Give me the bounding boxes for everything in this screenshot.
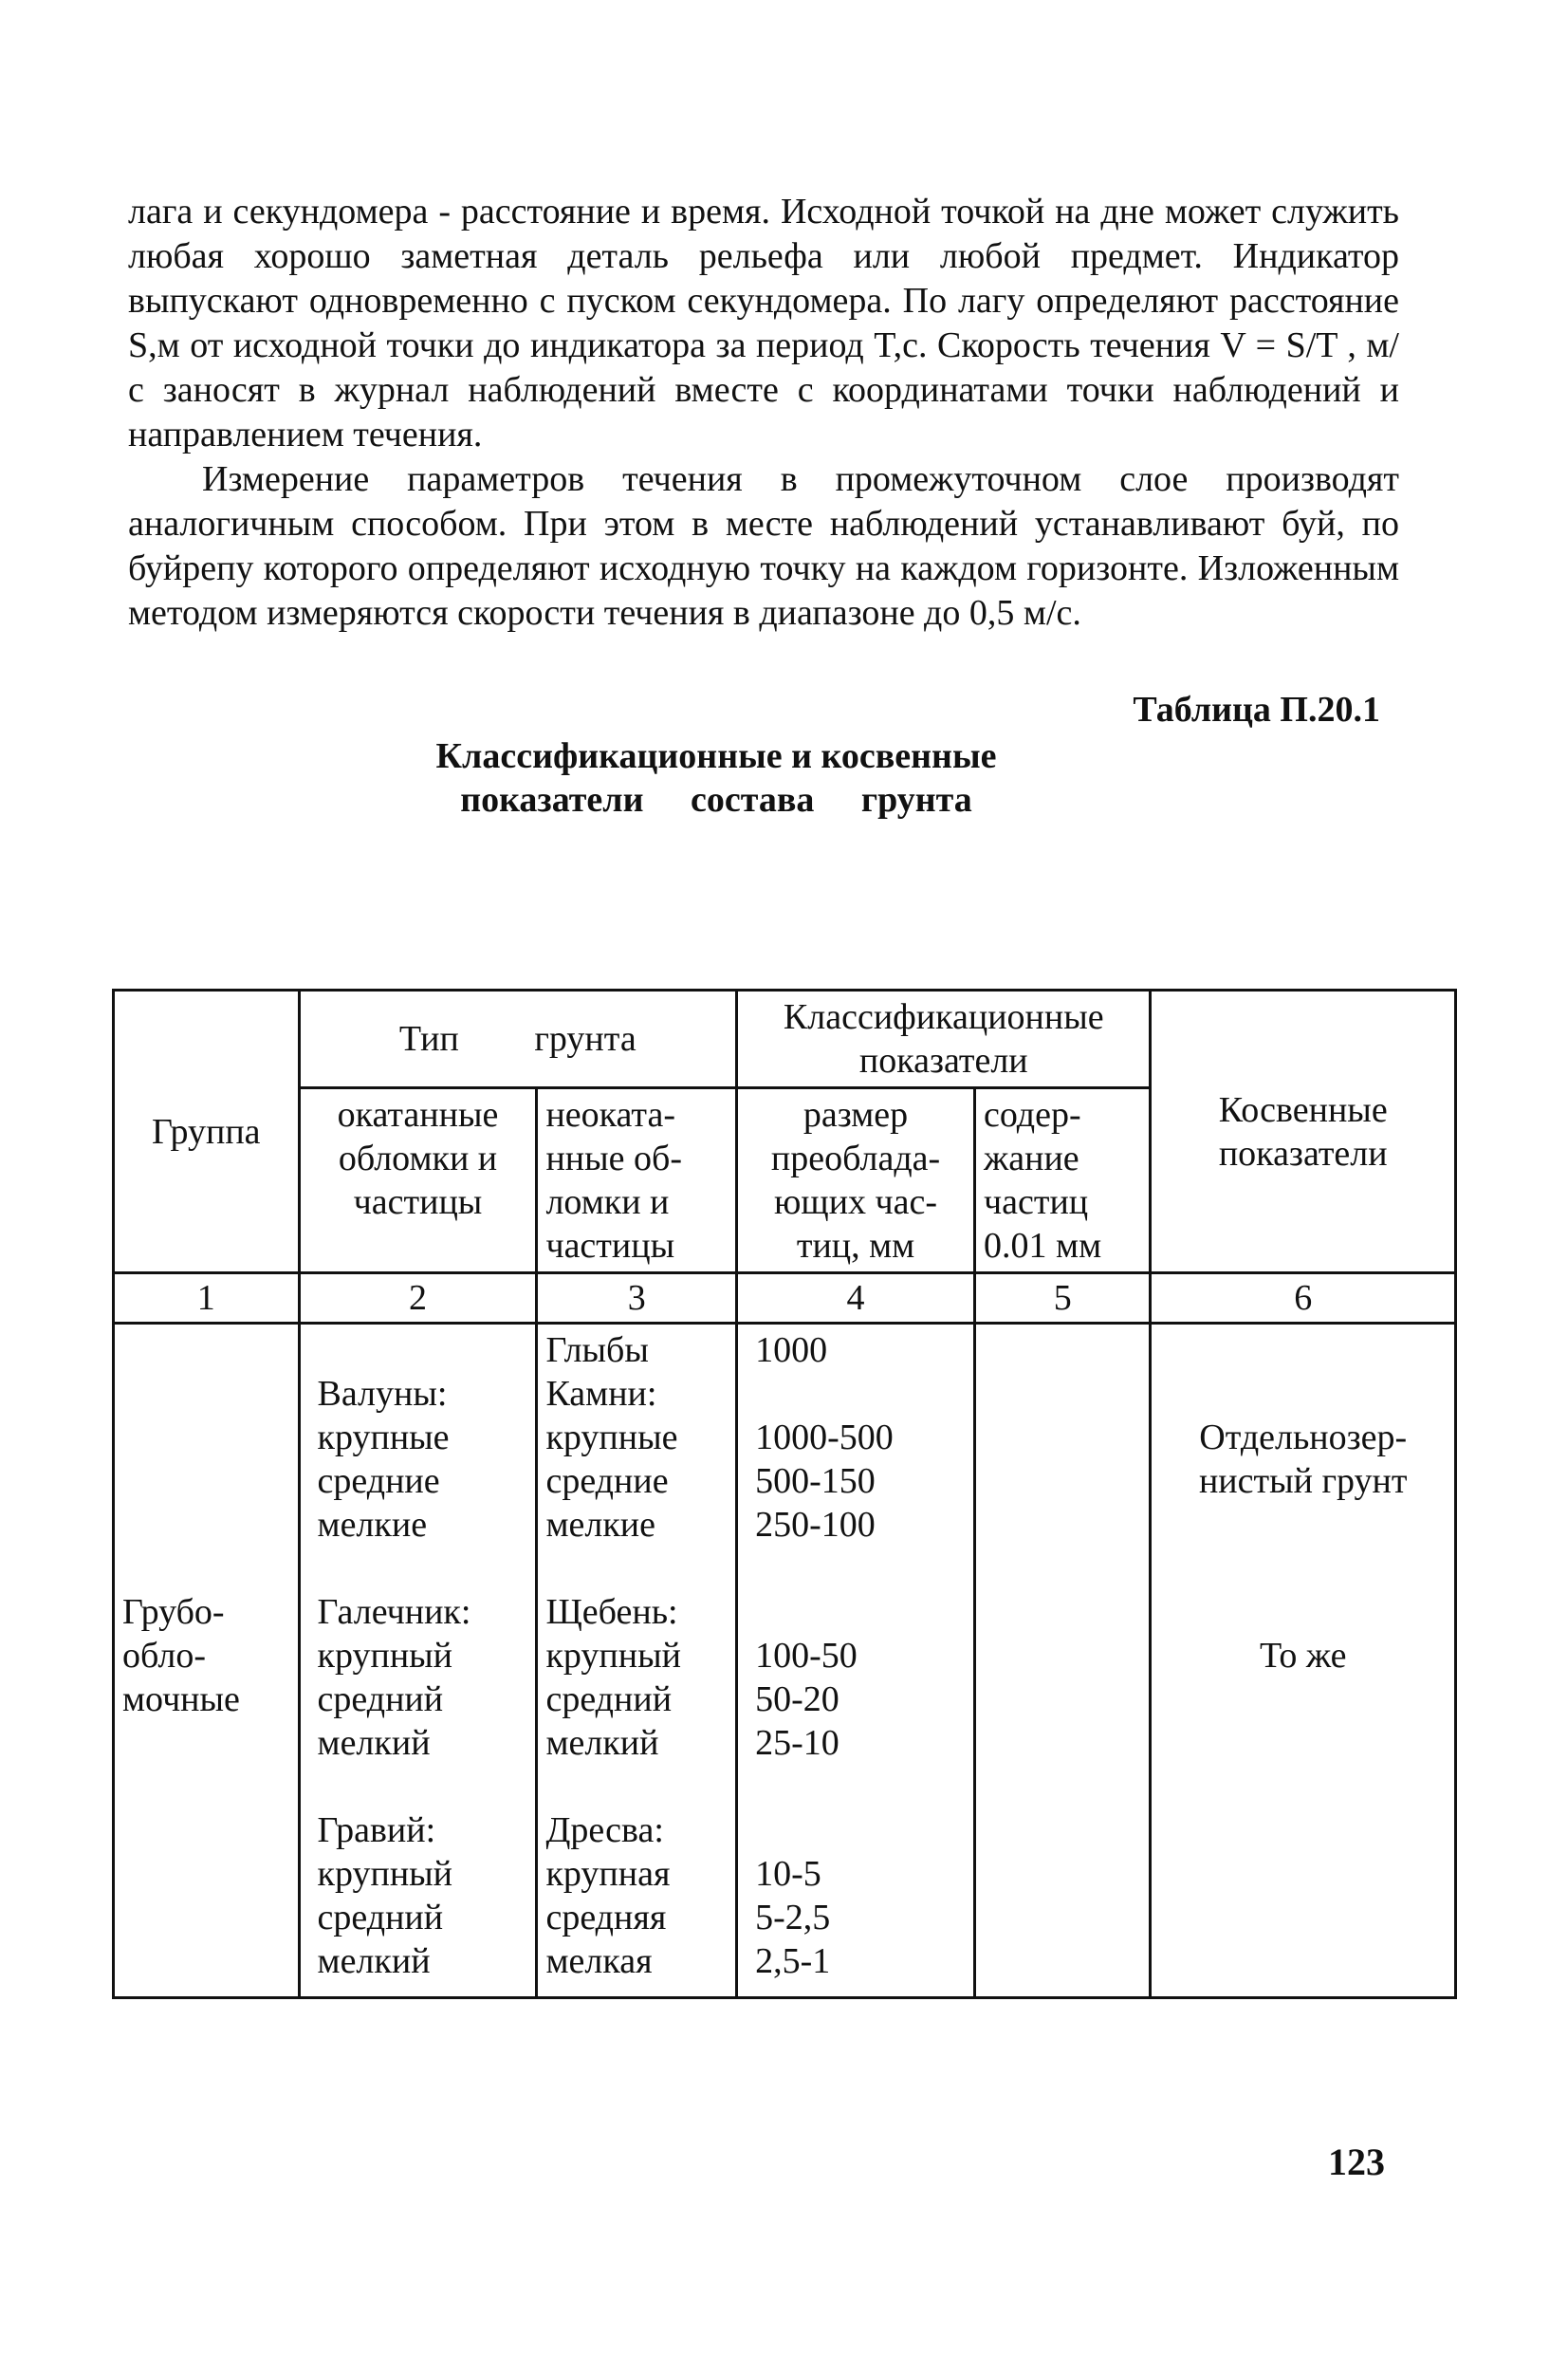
body-indirect-cell [1151,1324,1456,1998]
cell-line: 1000 [755,1330,828,1370]
cell-line [984,1328,1141,1372]
cell-line [755,1590,966,1634]
cell-line: 100-50 [755,1636,858,1676]
body-rolled-cell [299,1324,537,1998]
header-rolled: окатанные обломки и частицы [299,1088,537,1273]
cell-line: 2,5-1 [755,1941,831,1981]
header-soil-type: Тип грунта [299,991,737,1088]
cell-line: средний [317,1679,444,1719]
page-content [128,190,1399,822]
body-group-cell [114,1324,300,1998]
cell-line: мелкий [317,1723,431,1763]
cell-line: крупный [317,1854,453,1894]
column-number: 1 [114,1273,300,1324]
cell-line [755,1765,966,1808]
cell-line [122,1328,290,1372]
cell-line [122,1503,290,1547]
cell-line: средний [545,1679,673,1719]
table-title-line-2: показатели состава грунта [460,780,972,820]
column-number: 6 [1151,1273,1456,1324]
cell-line: То же [1259,1636,1347,1676]
cell-line: Глыбы [545,1330,649,1370]
cell-line: крупный [317,1636,453,1676]
cell-line: 10-5 [755,1854,821,1894]
header-unrolled: неоката-нные об-ломки и частицы [537,1088,737,1273]
column-number: 4 [737,1273,975,1324]
header-classification: Классификационные показатели [737,991,1151,1088]
cell-line: обло- [122,1636,207,1676]
column-number-row [114,1273,1456,1324]
cell-line: крупные [317,1418,450,1457]
soil-classification-table [112,989,1457,1999]
cell-line [1159,1590,1447,1634]
cell-line: средние [317,1461,440,1501]
cell-line [122,1459,290,1503]
cell-line [755,1808,966,1852]
cell-line [755,1547,966,1590]
cell-line [545,1765,728,1808]
column-number: 5 [975,1273,1151,1324]
cell-line: крупная [545,1854,671,1894]
column-number: 3 [537,1273,737,1324]
cell-line: мелкий [317,1941,431,1981]
cell-line [122,1372,290,1416]
cell-line: Грубо- [122,1592,225,1632]
body-unrolled-cell [537,1324,737,1998]
cell-line: Щебень: [545,1592,678,1632]
header-indirect: Косвенные показатели [1151,991,1456,1273]
cell-line [122,1416,290,1459]
cell-line: 25-10 [755,1723,839,1763]
paragraph-1: лага и секундомера - расстояние и время. Исходной точкой на дне может служить любая хорошо заметная деталь рельефа или любой предмет. Индикатор выпускают одновременно с пуском секундомера. По лагу определяют расстояние S,м от исходной точки до индикатора за период T,с. Скорость течения V = S/T , м/с заносят в журнал наблюдений вместе с координатами точки наблюдений и направлением течения. [128,192,1399,454]
cell-line: крупный [545,1636,681,1676]
cell-line [122,1547,290,1590]
cell-line: средние [545,1461,669,1501]
cell-line: Валуны: [317,1374,448,1414]
header-row-1 [114,991,1456,1088]
cell-line [318,1765,528,1808]
cell-line [318,1547,528,1590]
table-number: Таблица П.20.1 [1133,690,1380,730]
cell-line: средняя [545,1898,667,1937]
table-body-row [114,1324,1456,1998]
cell-line: мелкие [545,1505,655,1545]
cell-line: нистый грунт [1198,1461,1408,1501]
cell-line [545,1547,728,1590]
cell-line: 1000-500 [755,1418,894,1457]
cell-line [1159,1328,1447,1372]
table-title [413,734,1020,822]
header-content: содер-жание частиц 0.01 мм [975,1088,1151,1273]
cell-line [318,1328,528,1372]
header-group: Группа [114,991,300,1273]
cell-line: Дресва: [545,1810,664,1850]
cell-line: Галечник: [317,1592,471,1632]
cell-line: 50-20 [755,1679,839,1719]
cell-line [755,1372,966,1416]
cell-line [1159,1547,1447,1590]
cell-line: Гравий: [317,1810,436,1850]
body-content-cell [975,1324,1151,1998]
table-title-line-1: Классификационные и косвенные [435,736,997,776]
cell-line [1159,1372,1447,1416]
cell-line: мелкий [545,1723,659,1763]
page-number: 123 [1328,2141,1385,2183]
cell-line [1159,1503,1447,1547]
header-size: размер преоблада-ющих час-тиц, мм [737,1088,975,1273]
cell-line: Отдельнозер- [1199,1418,1408,1457]
column-number: 2 [299,1273,537,1324]
cell-line: 250-100 [755,1505,876,1545]
cell-line: мелкие [317,1505,428,1545]
cell-line: 500-150 [755,1461,876,1501]
cell-line: 5-2,5 [755,1898,831,1937]
cell-line: мелкая [545,1941,653,1981]
body-size-cell [737,1324,975,1998]
cell-line: крупные [545,1418,678,1457]
paragraph-2: Измерение параметров течения в промежуточном слое производят аналогичным способом. При этом в месте наблюдений устанавливают буй, по буйрепу которого определяют исходную точку на каждом горизонте. Изложенным методом измеряются скорости течения в диапазоне до 0,5 м/с. [128,459,1399,633]
cell-line: Камни: [545,1374,657,1414]
cell-line: средний [317,1898,444,1937]
cell-line: мочные [122,1679,240,1719]
